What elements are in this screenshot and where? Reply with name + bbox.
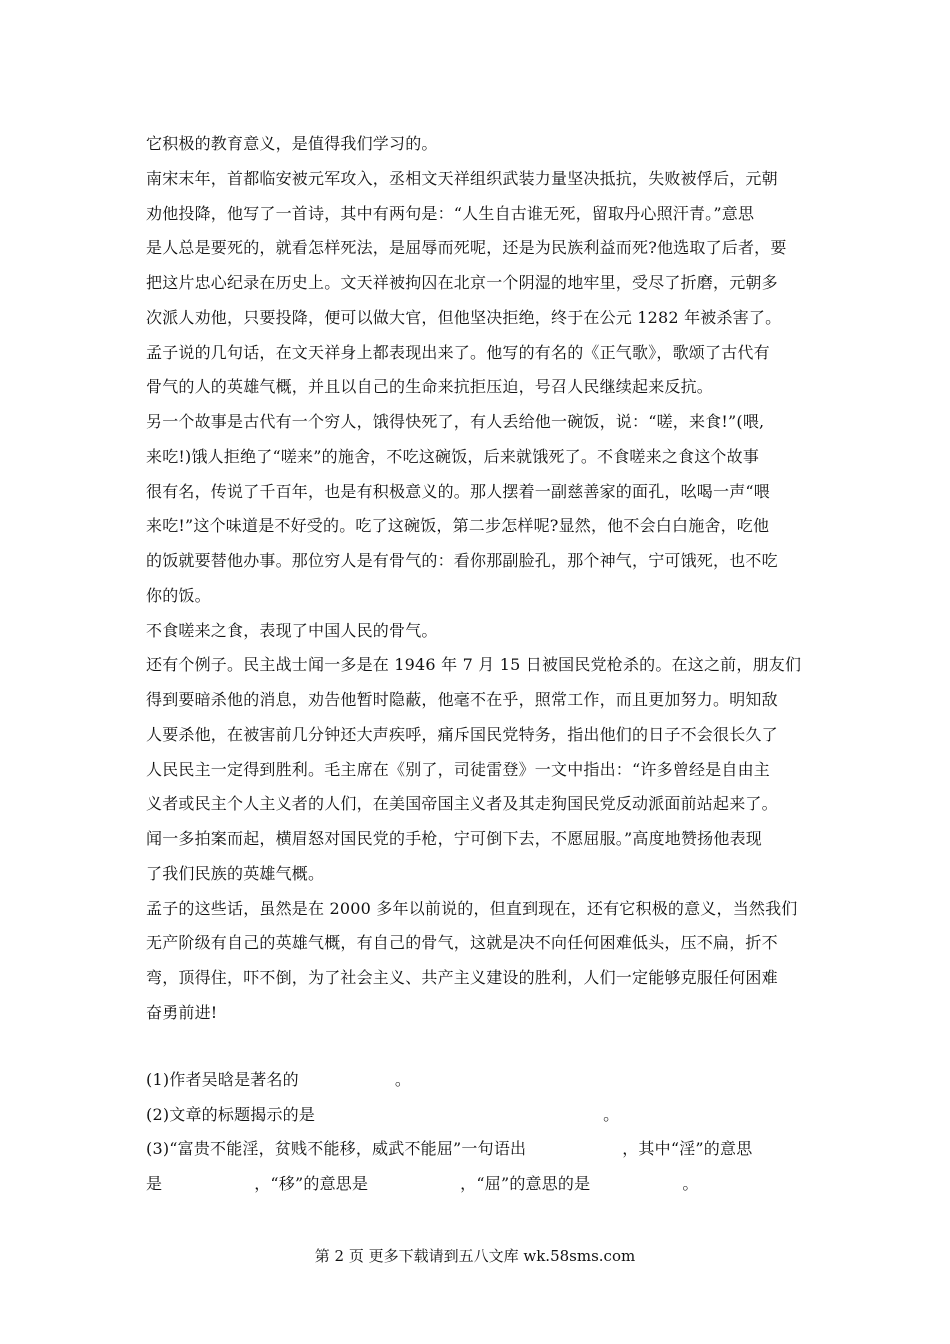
text-line: 另一个故事是古代有一个穷人，饿得快死了，有人丢给他一碗饭，说：“嗟，来食!”(喂, (146, 412, 765, 431)
text-line: 了我们民族的英雄气概。 (146, 864, 325, 883)
text-line: 把这片忠心纪录在历史上。文天祥被拘囚在北京一个阴湿的地牢里，受尽了折磨，元朝多 (146, 273, 778, 292)
text-line: 孟子说的几句话，在文天祥身上都表现出来了。他写的有名的《正气歌》，歌颂了古代有 (146, 343, 770, 362)
question-2 (146, 1105, 619, 1125)
question-1-end: 。 (394, 1070, 412, 1089)
text-line: 人民民主一定得到胜利。毛主席在《别了，司徒雷登》一文中指出：“许多曾经是自由主 (146, 760, 770, 779)
text-line: 很有名，传说了千百年，也是有积极意义的。那人摆着一副慈善家的面孔，吆喝一声“喂 (146, 482, 770, 501)
question-1 (146, 1070, 411, 1090)
question-3-text: ，“移”的意思是 (254, 1174, 369, 1193)
question-3-text: (3)“富贵不能淫，贫贱不能移，威武不能屈”一句语出 (146, 1139, 527, 1158)
text-line: 得到要暗杀他的消息，劝告他暂时隐蔽，他毫不在乎，照常工作，而且更加努力。明知敌 (146, 690, 778, 709)
question-2-text: (2)文章的标题揭示的是 (146, 1105, 316, 1124)
text-line: 骨气的人的英雄气概，并且以自己的生命来抗拒压迫，号召人民继续起来反抗。 (146, 377, 714, 396)
question-3-text: ，“屈”的意思的是 (460, 1174, 591, 1193)
text-line: 的饭就要替他办事。那位穷人是有骨气的：看你那副脸孔，那个神气，宁可饿死，也不吃 (146, 551, 778, 570)
text-line: 义者或民主个人主义者的人们，在美国帝国主义者及其走狗国民党反动派面前站起来了。 (146, 794, 778, 813)
text-line: 劝他投降，他写了一首诗，其中有两句是：“人生自古谁无死，留取丹心照汗青。”意思 (146, 204, 755, 223)
page-footer: 第 2 页 更多下载请到五八文库 wk.58sms.com (314, 1247, 636, 1265)
text-line: 是人总是要死的，就看怎样死法，是屈辱而死呢，还是为民族利益而死?他选取了后者，要 (146, 238, 787, 257)
question-3-line-2 (146, 1174, 699, 1194)
text-line: 不食嗟来之食，表现了中国人民的骨气。 (146, 621, 438, 640)
text-line: 来吃!”这个味道是不好受的。吃了这碗饭，第二步怎样呢?显然，他不会白白施舍，吃他 (146, 516, 770, 535)
question-3-line-1 (146, 1139, 752, 1159)
question-2-end: 。 (603, 1105, 620, 1124)
text-line: 闻一多拍案而起，横眉怒对国民党的手枪，宁可倒下去，不愿屈服。”高度地赞扬他表现 (146, 829, 762, 848)
question-3-end: 。 (682, 1174, 699, 1193)
text-line: 弯，顶得住，吓不倒，为了社会主义、共产主义建设的胜利，人们一定能够克服任何困难 (146, 968, 778, 987)
text-line: 你的饭。 (146, 586, 211, 605)
text-line: 次派人劝他，只要投降，便可以做大官，但他坚决拒绝，终于在公元 1282 年被杀害了。 (146, 308, 782, 327)
question-3-text: ，其中“淫”的意思 (622, 1139, 753, 1158)
text-line: 奋勇前进! (146, 1003, 218, 1022)
text-line: 还有个例子。民主战士闻一多是在 1946 年 7 月 15 日被国民党枪杀的。在这之前，朋友们 (146, 655, 802, 674)
question-3-text: 是 (146, 1174, 163, 1193)
text-line: 来吃!)饿人拒绝了“嗟来”的施舍，不吃这碗饭，后来就饿死了。不食嗟来之食这个故事 (146, 447, 760, 466)
text-line: 南宋末年，首都临安被元军攻入，丞相文天祥组织武装力量坚决抵抗，失败被俘后，元朝 (146, 169, 778, 188)
text-line: 孟子的这些话，虽然是在 2000 多年以前说的，但直到现在，还有它积极的意义，当然我们 (146, 899, 798, 918)
text-line: 无产阶级有自己的英雄气概，有自己的骨气，这就是决不向任何困难低头，压不扁，折不 (146, 933, 778, 952)
text-line: 人要杀他，在被害前几分钟还大声疾呼，痛斥国民党特务，指出他们的日子不会很长久了 (146, 725, 778, 744)
question-1-text: (1)作者吴晗是著名的 (146, 1070, 299, 1089)
text-line: 它积极的教育意义，是值得我们学习的。 (146, 134, 438, 153)
